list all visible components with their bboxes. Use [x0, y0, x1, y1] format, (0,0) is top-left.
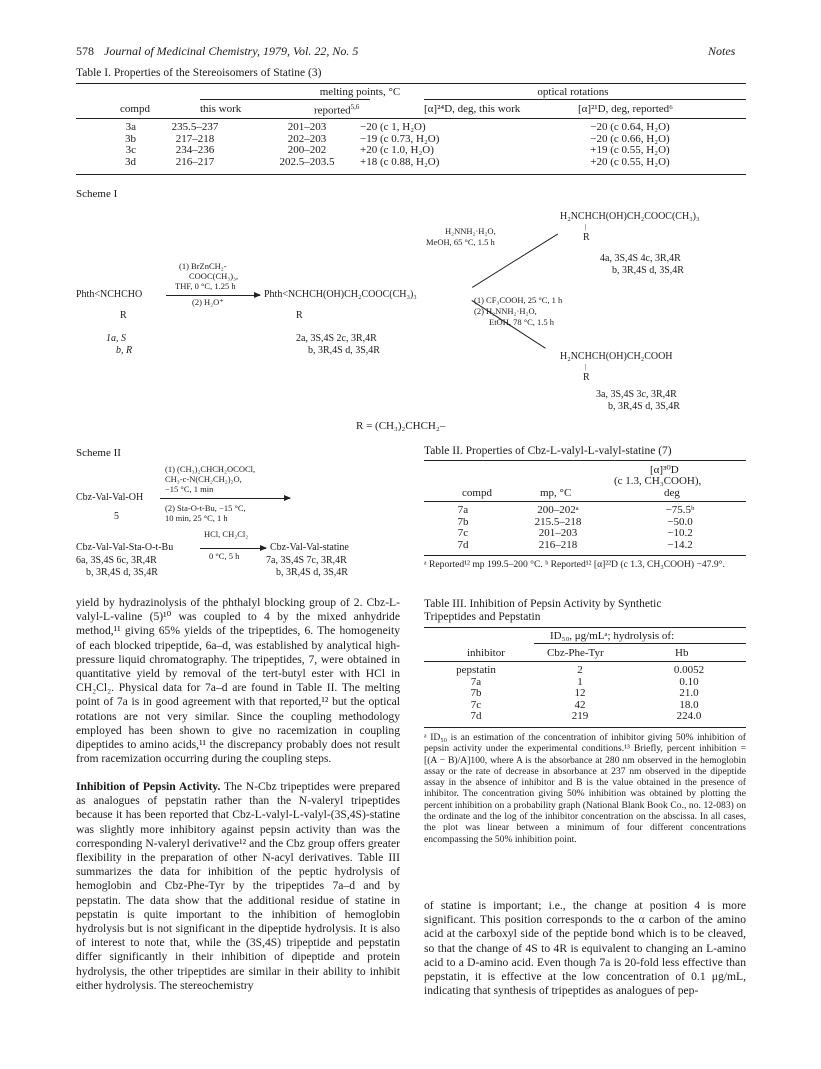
- table3-top-rule: [424, 627, 746, 628]
- table1-cell: 3a: [125, 121, 136, 133]
- scheme2-compound-number: 5: [114, 511, 119, 522]
- scheme1-reagent-top-1: (1) BrZnCH₂-: [179, 261, 227, 271]
- table2-row: [424, 505, 746, 517]
- table3-group-rule: [534, 643, 746, 644]
- table3-row: [424, 688, 746, 700]
- table1-cell: 234–236: [175, 144, 215, 156]
- table2-caption: Table II. Properties of Cbz-L-valyl-L-valyl-statine (7): [424, 445, 672, 457]
- table2-head-mp: mp, °C: [540, 487, 572, 499]
- body-left-paragraph-2: [76, 780, 400, 993]
- table2-row: [424, 528, 746, 540]
- table1-row: [76, 122, 746, 134]
- table1-caption: Table I. Properties of the Stereoisomers of Statine (3): [76, 67, 322, 79]
- table1-cell: −20 (c 0.64, H₂O): [590, 121, 670, 133]
- table1-group-mp: melting points, °C: [319, 86, 401, 98]
- table3-head-inhibitor: inhibitor: [467, 647, 505, 659]
- table3-body: [424, 665, 746, 723]
- scheme1-product-top-bond: |: [585, 223, 587, 231]
- table2-cell: −75.5ᵇ: [665, 504, 695, 516]
- table2-cell: 7c: [457, 527, 469, 539]
- scheme2-arrow-1: [160, 498, 290, 499]
- scheme1-up-reagent-1: H₂NNH₂·H₂O,: [445, 226, 496, 236]
- table3-grid: [424, 665, 746, 723]
- table2-cell: −50.0: [667, 515, 693, 528]
- table1-row: [76, 157, 746, 169]
- table2-top-rule: [424, 460, 746, 461]
- table3-cell: 219: [571, 710, 589, 722]
- table3-bottom-rule: [424, 727, 746, 728]
- scheme1-title: Scheme I: [76, 188, 118, 200]
- table1-cell: 202.5–203.5: [279, 155, 335, 168]
- table2-cell: −14.2: [667, 538, 693, 551]
- table1-cell: −20 (c 1, H₂O): [360, 121, 426, 133]
- table1-head-compd: compd: [120, 103, 150, 115]
- table2-cell: 201–203: [538, 527, 578, 539]
- scheme1-product-top-label-2: b, 3R,4S d, 3S,4R: [612, 265, 684, 276]
- scheme1-product-bottom: H₂NCHCH(OH)CH₂COOH: [560, 351, 673, 362]
- table1-top-rule: [76, 83, 746, 84]
- table3-cell: 0.10: [679, 675, 699, 688]
- scheme2-product-label-2: b, 3R,4S d, 3S,4R: [276, 567, 348, 578]
- journal-citation: Journal of Medicinal Chemistry, 1979, Vol. 22, No. 5: [104, 44, 359, 58]
- table3-cell: pepstatin: [456, 664, 496, 676]
- scheme1-product-bottom-bond: |: [585, 363, 587, 371]
- scheme1-product-top: H₂NCHCH(OH)CH₂COOC(CH₃)₃: [560, 211, 700, 222]
- table2-cell: 216–218: [538, 538, 578, 551]
- table1-group-rule-or: [424, 99, 746, 100]
- table3-cell: 1: [577, 675, 583, 688]
- table1-head-rule: [76, 118, 746, 119]
- table3-cell: 224.0: [676, 710, 702, 722]
- table1-cell: 200–202: [287, 144, 327, 156]
- table3-cell: 21.0: [679, 687, 699, 699]
- scheme1-start-material: Phth<NCHCHO: [76, 289, 143, 300]
- table1-cell: +20 (c 1.0, H₂O): [360, 144, 434, 156]
- table1-row: [76, 145, 746, 157]
- scheme1-intermediate-label-2: b, 3R,4S d, 3S,4R: [308, 345, 380, 356]
- table3-caption-1: Table III. Inhibition of Pepsin Activity by Synthetic: [424, 598, 662, 610]
- table2-body: [424, 505, 746, 551]
- table2-bottom-rule: [424, 555, 746, 556]
- table3-head-rule: [424, 661, 746, 662]
- table1-head-or-reported: [α]²¹D, deg, reported⁶: [578, 103, 673, 115]
- table3-cell: 7b: [470, 687, 482, 699]
- scheme2-reagent-5: 10 min, 25 °C, 1 h: [165, 513, 228, 523]
- table2-cell: 7b: [457, 515, 469, 528]
- table2-cell: 200–202ᵃ: [537, 504, 579, 516]
- table1-group-rule-mp: [200, 99, 370, 100]
- table1-head-reported-text: reported: [314, 104, 351, 117]
- table2-cell: −10.2: [667, 527, 693, 539]
- table2-head-or-1: [α]³⁰D: [650, 464, 679, 476]
- table3-cell: 18.0: [679, 698, 699, 711]
- table3-cell: 7a: [470, 675, 482, 688]
- table1-cell: 202–203: [287, 132, 327, 145]
- scheme1-start-label-1: 1a, S: [106, 333, 126, 344]
- table1-body: [76, 122, 746, 168]
- body-left-paragraph-1: yield by hydrazinolysis of the phthalyl blocking group of 2. Cbz-L-valyl-L-valine (5)¹⁰ was coupled to 4 by the mixed anhydride method,¹¹ giving 65% yields of the tripeptides, 6. The homogeneity of each blocked tripeptide, 6a–d, was established by analytical high-pressure liquid chromatography. The tripeptides, 7, were obtained in quantitative yield by removal of the tert-butyl ester with HCl in CH₂Cl₂. Physical data for 7a–d are found in Table II. The melting point of 7a is in good agreement with that reported,¹² but the optical rotations are not very similar. Since the coupling methodology employed has been shown to give no racemization in coupling dipeptides to amino acids,¹¹ the discrepancy probably does not result from racemization occurring during the coupling steps.: [76, 596, 400, 766]
- scheme1-product-top-r: R: [583, 232, 590, 243]
- table3-caption-2: Tripeptides and Pepstatin: [424, 611, 541, 623]
- table2-head-compd: compd: [462, 487, 492, 499]
- table2-head-or-2: (c 1.3, CH₃COOH),: [614, 475, 702, 487]
- scheme1-reagent-top-2: COOC(CH₃)₃,: [189, 271, 239, 281]
- scheme1-intermediate: Phth<NCHCH(OH)CH₂COOC(CH₃)₃: [264, 289, 417, 300]
- scheme2-intermediate: Cbz-Val-Val-Sta-O-t-Bu: [76, 542, 174, 553]
- table1-cell: +19 (c 0.55, H₂O): [590, 144, 670, 156]
- table1-head-or-this: [α]²⁴D, deg, this work: [424, 103, 521, 115]
- scheme2-reagent-3: −15 °C, 1 min: [165, 484, 214, 494]
- scheme1-intermediate-label-1: 2a, 3S,4S 2c, 3R,4R: [296, 333, 377, 344]
- table3-footnote: ᵃ ID₅₀ is an estimation of the concentration of inhibitor giving 50% inhibition of pepsin activity under the experimental conditions.¹³ Briefly, percent inhibition = [(A − B)/A]100, where A is the absorbance at 280 nm observed in the hemoglobin assay or the rate of decrease in absorbance at 237 nm observed in the dipeptide assay in the absence of inhibitor and B is the value obtained in the presence of inhibitor. The concentration giving 50% inhibition was obtained by plotting the percent inhibition on a probability graph (National Blank Book Co., no. 12-083) on the ordinate and the log of the inhibitor concentration on the abscissa. In all cases, the plot was linear between a minimum of four different concentrations encompassing the 50% inhibition point.: [424, 732, 746, 845]
- scheme1-reagent-top-3: THF, 0 °C, 1.25 h: [175, 281, 236, 291]
- table2-head-rule: [424, 501, 746, 502]
- body-left-paragraph-2-text: The N-Cbz tripeptides were prepared as analogues of pepstatin rather than the N-valeryl tripeptides because it has been reported that Cbz-L-valyl-L-valyl-(3S,4S)-statine was slightly more inhibitory against pepsin activity than was the corresponding N-valeryl derivative¹² and the Cbz group offers greater flexibility in the preparation of other N-acyl derivatives. Table III summarizes the data for inhibition of the peptic hydrolysis of hemoglobin and Cbz-Phe-Tyr by the tripeptides 7a–d and by pepstatin. The data show that the additional residue of statine in pepstatin is quite important to the inhibition of hemoglobin hydrolysis but is not significant in the dipeptide hydrolysis. It is also of interest to note that, while the (3S,4S) tripeptide and pepstatin differ significantly in their inhibition of dipeptide and protein hydrolysis, the other tripeptides are similar in their ability to inhibit either hydrolysis. The stereochemistry: [76, 780, 401, 992]
- scheme1-start-r: R: [120, 310, 127, 321]
- table3-cell: 7d: [470, 710, 482, 722]
- scheme1-product-bottom-label-1: 3a, 3S,4S 3c, 3R,4R: [596, 389, 677, 400]
- scheme2-mid-reagent-2: 0 °C, 5 h: [209, 551, 240, 561]
- scheme1-reagent-bottom: (2) H₂O⁺: [192, 297, 224, 307]
- table2-row: [424, 540, 746, 552]
- scheme1-product-bottom-label-2: b, 3R,4S d, 3S,4R: [608, 401, 680, 412]
- table3-cell: 0.0052: [673, 664, 705, 676]
- body-right-paragraph: of statine is important; i.e., the change at position 4 is more significant. This position corresponds to the α carbon of the amino acid at the carboxyl side of the peptide bond which is to be cleaved, so that the change of 4S to 4R is equivalent to changing an L-amino acid to a D-amino acid. Even though 7a is 20-fold less effective than pepstatin, it is effective at the low concentration of 0.1 μg/mL, indicating that synthesis of tripeptides as analogues of pep-: [424, 899, 746, 998]
- section-label: Notes: [708, 44, 736, 58]
- scheme1-arrow-1: [166, 295, 260, 296]
- scheme2-reagent-2: CH₃-c-N(CH₂CH₂)₂O,: [165, 474, 242, 484]
- table1-grid: [76, 122, 746, 168]
- table1-head-this-work: this work: [200, 103, 242, 115]
- table1-cell: 201–203: [287, 121, 327, 133]
- scheme1-intermediate-r: R: [296, 310, 303, 321]
- table1-group-or: optical rotations: [537, 86, 609, 98]
- table2-footnote: ᵃ Reported¹² mp 199.5–200 °C. ᵇ Reported¹² [α]²²D (c 1.3, CH₃COOH) −47.9°.: [424, 559, 725, 570]
- scheme2-start-material: Cbz-Val-Val-OH: [76, 492, 144, 503]
- table1-cell: −20 (c 0.66, H₂O): [590, 132, 670, 145]
- scheme1-start-label-2: b, R: [116, 345, 133, 356]
- table1-cell: 3c: [125, 144, 136, 156]
- page-number: 578: [76, 44, 94, 58]
- table1-cell: 3b: [125, 132, 136, 145]
- table1-bottom-rule: [76, 174, 746, 175]
- scheme1-product-top-label-1: 4a, 3S,4S 4c, 3R,4R: [600, 253, 681, 264]
- table2-row: [424, 517, 746, 529]
- scheme1-product-bottom-r: R: [583, 372, 590, 383]
- scheme1-up-reagent-2: MeOH, 65 °C, 1.5 h: [426, 237, 495, 247]
- table3-cell: 7c: [470, 698, 482, 711]
- body-left-paragraph-2-heading: Inhibition of Pepsin Activity.: [76, 780, 221, 793]
- scheme2-reagent-1: (1) (CH₃)₂CHCH₂OCOCl,: [165, 464, 256, 474]
- table3-cell: 42: [574, 698, 586, 711]
- scheme1-r-definition: R = (CH₃)₂CHCH₂–: [356, 420, 446, 432]
- table3-cell: 2: [577, 664, 583, 676]
- table3-row: [424, 711, 746, 723]
- table1-head-reported: [314, 103, 359, 117]
- table2-cell: 215.5–218: [534, 515, 582, 528]
- table3-cell: 12: [574, 687, 586, 699]
- table1-cell: 216–217: [175, 155, 215, 168]
- table1-cell: −19 (c 0.73, H₂O): [360, 132, 440, 145]
- table2-head-or-3: deg: [664, 487, 680, 499]
- scheme2-product-label-1: 7a, 3S,4S 7c, 3R,4R: [266, 555, 347, 566]
- scheme1-down-reagent-2: (2) H₂NNH₂·H₂O,: [474, 306, 537, 316]
- table1-cell: +20 (c 0.55, H₂O): [590, 155, 670, 168]
- scheme2-reagent-4: (2) Sta-O-t-Bu, −15 °C,: [165, 503, 246, 513]
- table3-row: [424, 665, 746, 677]
- table3-head-group: ID₅₀, μg/mLᵃ; hydrolysis of:: [550, 630, 675, 642]
- scheme2-intermediate-label-2: b, 3R,4S d, 3S,4R: [86, 567, 158, 578]
- table2-cell: 7a: [457, 504, 469, 516]
- table1-cell: +18 (c 0.88, H₂O): [360, 155, 440, 168]
- scheme1-down-reagent-3: EtOH, 78 °C, 1.5 h: [489, 317, 555, 327]
- scheme2-mid-reagent-1: HCl, CH₂Cl₂: [204, 529, 249, 539]
- table1-cell: 3d: [125, 155, 136, 168]
- scheme2-intermediate-label-1: 6a, 3S,4S 6c, 3R,4R: [76, 555, 157, 566]
- scheme1-down-reagent-1: (1) CF₃COOH, 25 °C, 1 h: [474, 295, 563, 305]
- table1-cell: 235.5–237: [171, 121, 219, 133]
- table1-head-reported-ref: 5,6: [350, 103, 360, 111]
- table2-grid: [424, 505, 746, 551]
- scheme2-product: Cbz-Val-Val-statine: [270, 542, 349, 553]
- table2-cell: 7d: [457, 538, 469, 551]
- table3-head-cbz: Cbz-Phe-Tyr: [547, 647, 604, 659]
- table3-head-hb: Hb: [675, 647, 689, 659]
- table1-cell: 217–218: [175, 132, 215, 145]
- scheme2-arrow-2: [200, 548, 266, 549]
- scheme2-title: Scheme II: [76, 447, 121, 459]
